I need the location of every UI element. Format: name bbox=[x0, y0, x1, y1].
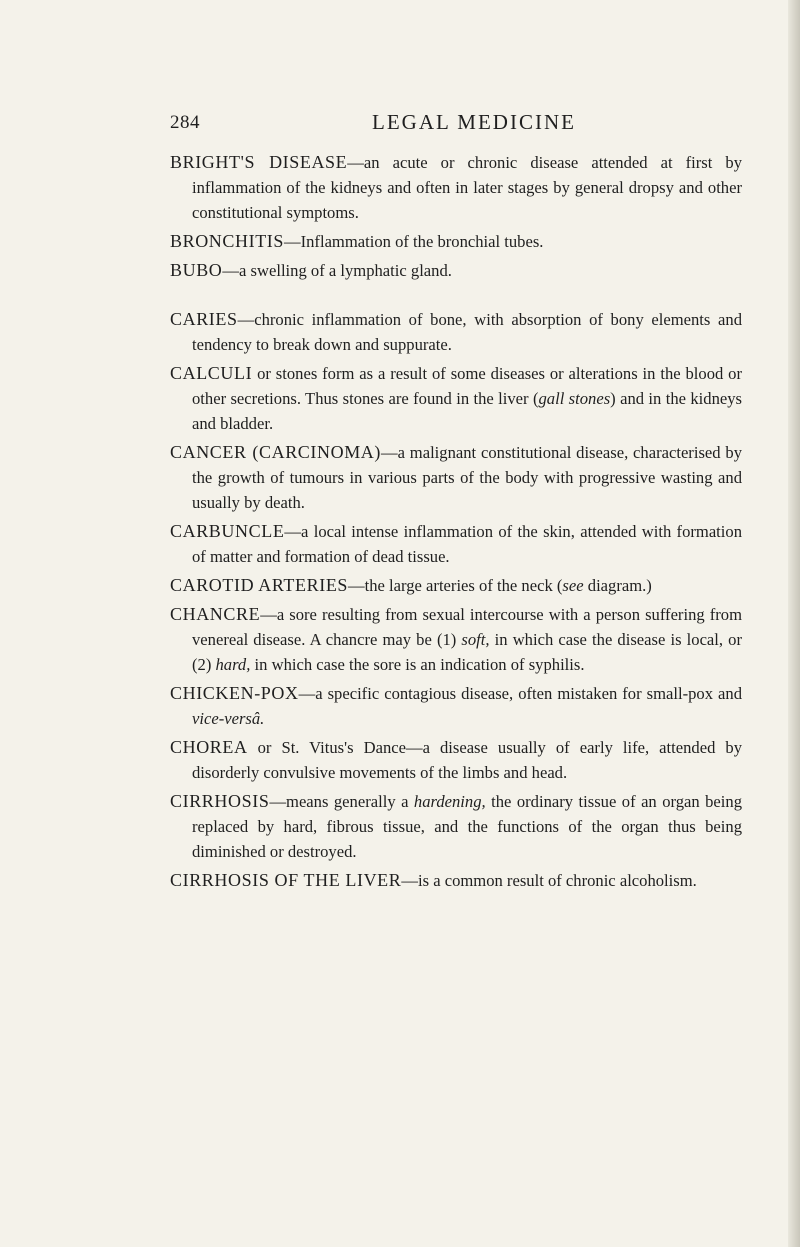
entry-term: CHANCRE bbox=[170, 604, 261, 624]
glossary-entry-brights-disease bbox=[170, 150, 742, 225]
entry-term: CHOREA bbox=[170, 737, 248, 757]
entry-term: CIRRHOSIS bbox=[170, 791, 270, 811]
entry-definition: —Inflammation of the bronchial tubes. bbox=[284, 232, 544, 251]
entry-definition: —means generally a bbox=[269, 792, 414, 811]
entry-term: CAROTID ARTERIES bbox=[170, 575, 349, 595]
entry-definition-cont: in which case the disease is local, or (2) bbox=[192, 630, 742, 674]
entry-definition-cont: diagram.) bbox=[583, 576, 652, 595]
entry-italic: see bbox=[562, 576, 584, 595]
entry-term: BRONCHITIS bbox=[170, 231, 285, 251]
entry-definition-cont-2: in which case the sore is an indication of syphilis. bbox=[250, 655, 585, 674]
entry-definition: —an acute or chronic disease attended at first by inflammation of the kidneys and often in later stages by general dropsy and other constitutional symptoms. bbox=[192, 153, 743, 222]
glossary-entry-carbuncle bbox=[170, 519, 742, 569]
glossary-entry-cirrhosis-of-the-liver bbox=[170, 868, 742, 893]
glossary-entry-chicken-pox bbox=[170, 681, 742, 731]
glossary-entry-cirrhosis bbox=[170, 789, 742, 864]
entry-italic-2: hard, bbox=[215, 655, 251, 674]
glossary-entry-bubo bbox=[170, 258, 742, 283]
entry-term: CIRRHOSIS OF THE LIVER bbox=[170, 870, 402, 890]
entry-definition: —chronic inflammation of bone, with absorption of bony elements and tendency to break down and suppurate. bbox=[192, 310, 742, 354]
entry-italic: gall stones bbox=[538, 389, 611, 408]
glossary-entry-cancer bbox=[170, 440, 742, 515]
entry-definition: —the large arteries of the neck ( bbox=[348, 576, 563, 595]
glossary-entry-chorea bbox=[170, 735, 742, 785]
entry-definition-cont: the ordinary tissue of an organ being replaced by hard, fibrous tissue, and the functions of the organ thus being diminished or destroyed. bbox=[192, 792, 742, 861]
entry-definition-cont: ) and in the kidneys and bladder. bbox=[192, 389, 742, 433]
entry-term: CALCULI bbox=[170, 363, 253, 383]
glossary-entry-bronchitis bbox=[170, 229, 742, 254]
entry-italic: soft, bbox=[461, 630, 490, 649]
entry-term: CHICKEN-POX bbox=[170, 683, 299, 703]
entry-italic: vice-versâ. bbox=[192, 709, 265, 728]
entry-term: BUBO bbox=[170, 260, 223, 280]
entry-term: CARIES bbox=[170, 309, 238, 329]
glossary-entry-caries bbox=[170, 307, 742, 357]
entry-term: BRIGHT'S DISEASE bbox=[170, 152, 348, 172]
entry-definition: or St. Vitus's Dance—a disease usually of early life, attended by disorderly convulsive movements of the limbs and head. bbox=[192, 738, 742, 782]
entry-term: CANCER (CARCINOMA) bbox=[170, 442, 381, 462]
page-number: 284 bbox=[170, 112, 200, 133]
glossary-entry-chancre bbox=[170, 602, 742, 677]
glossary-entries bbox=[170, 150, 742, 897]
entry-definition: —a local intense inflammation of the skin, attended with formation of matter and formation of dead tissue. bbox=[192, 522, 742, 566]
entry-definition: or stones form as a result of some diseases or alterations in the blood or other secretions. Thus stones are found in the liver ( bbox=[192, 364, 742, 408]
glossary-entry-calculi bbox=[170, 361, 742, 436]
running-title: LEGAL MEDICINE bbox=[372, 110, 576, 134]
entry-definition: —a sore resulting from sexual intercourse with a person suffering from venereal disease. A chancre may be (1) bbox=[192, 605, 742, 649]
page-edge-shadow bbox=[788, 0, 800, 1247]
entry-definition: —a malignant constitutional disease, characterised by the growth of tumours in various parts of the body with progressive wasting and usually by death. bbox=[192, 443, 742, 512]
entry-term: CARBUNCLE bbox=[170, 521, 285, 541]
entry-definition: —a specific contagious disease, often mistaken for small-pox and bbox=[298, 684, 742, 703]
glossary-entry-carotid-arteries bbox=[170, 573, 742, 598]
entry-definition: —a swelling of a lymphatic gland. bbox=[222, 261, 452, 280]
running-head bbox=[170, 112, 730, 142]
entry-italic: hardening, bbox=[413, 792, 486, 811]
entry-definition: —is a common result of chronic alcoholism. bbox=[401, 871, 697, 890]
